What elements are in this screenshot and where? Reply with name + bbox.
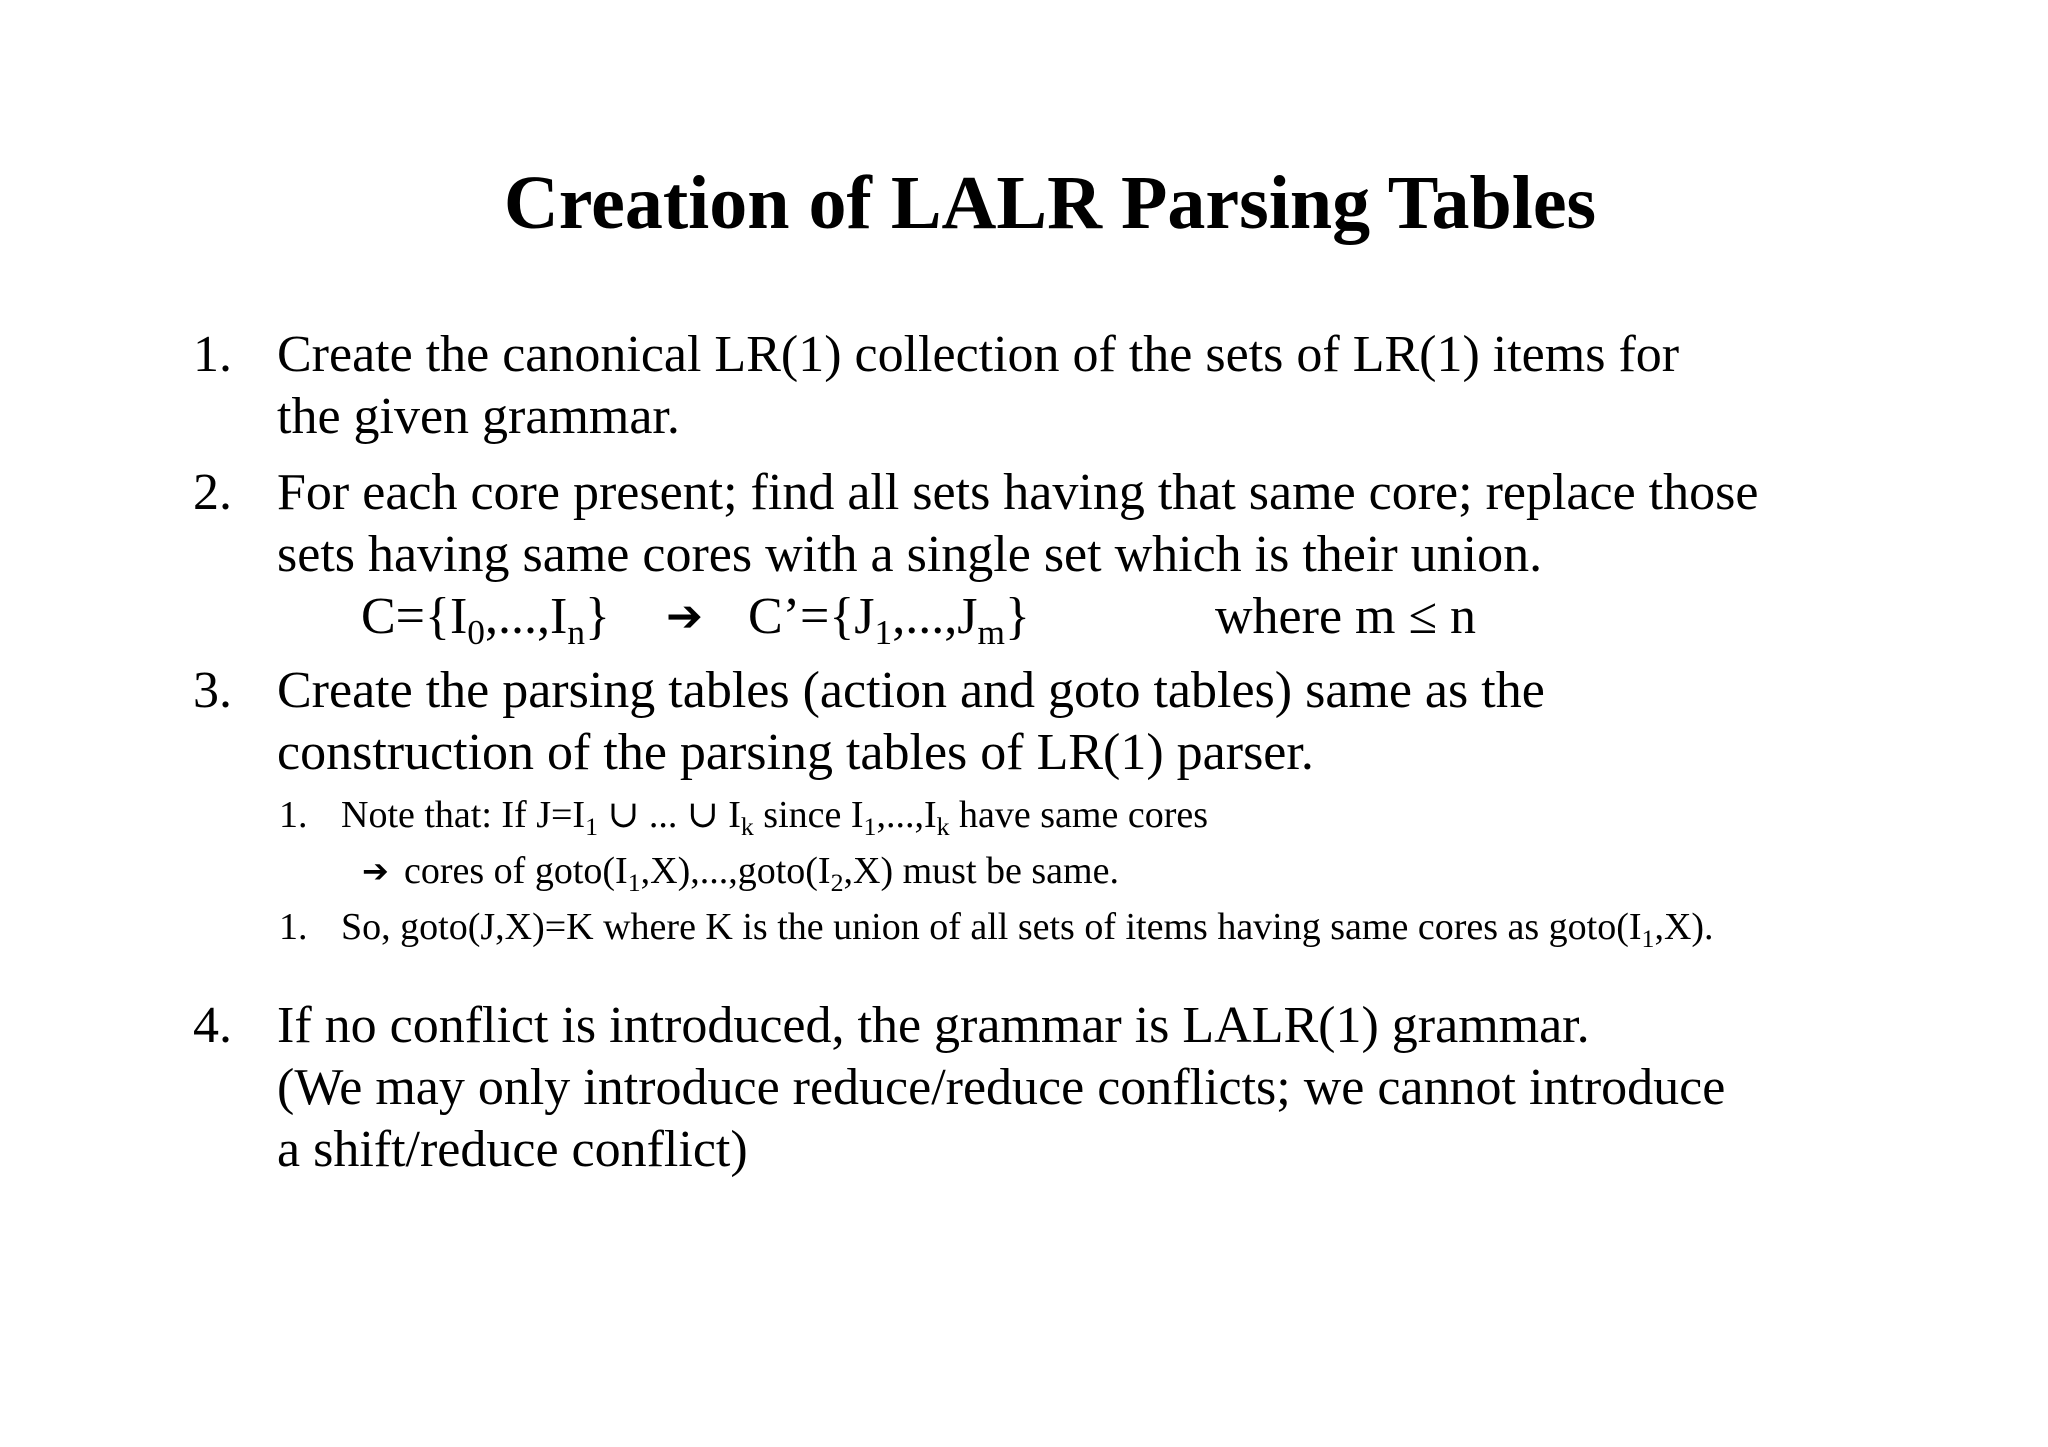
list-item-text-line: Create the canonical LR(1) collection of the sets of LR(1) items for [277, 326, 1680, 383]
list-item-text-line: sets having same cores with a single set which is their union. [277, 526, 1543, 583]
list-number: 2. [193, 464, 232, 521]
formula-condition: where m ≤ n [1215, 588, 1477, 645]
right-arrow-icon: ➔ [666, 591, 703, 642]
list-item-text-line: construction of the parsing tables of LR(1) parser. [277, 724, 1314, 781]
sublist-number: 1. [279, 906, 308, 948]
list-item-text-line: If no conflict is introduced, the grammar is LALR(1) grammar. [277, 997, 1590, 1054]
sublist-item-text: So, goto(J,X)=K where K is the union of all sets of items having same cores as $goto(I_1,X)$. [341, 906, 1714, 953]
sublist-item-text-continuation: cores of $goto(I_1,X),...,goto(I_2,X)$ must be same. [404, 850, 1119, 897]
list-item-text-line: the given grammar. [277, 388, 680, 445]
list-number: 4. [193, 997, 232, 1054]
slide-title: Creation of LALR Parsing Tables [503, 161, 1597, 245]
sublist-number: 1. [279, 794, 308, 836]
list-item-text-line: a shift/reduce conflict) [277, 1121, 748, 1178]
list-number: 1. [193, 326, 232, 383]
list-item-text-line: For each core present; find all sets having that same core; replace those [277, 464, 1759, 521]
merged-set-formula: $C’=\{J_1,...,J_m\}$ [748, 588, 1030, 652]
right-arrow-icon: ➔ [362, 852, 389, 890]
list-item-text-line: (We may only introduce reduce/reduce conflicts; we cannot introduce [277, 1059, 1726, 1116]
sublist-item-text: Note that: If $J=I_1$ ∪ ... ∪ $I_k$ since $I_1,...,I_k$ have same cores [341, 794, 1209, 841]
list-number: 3. [193, 662, 232, 719]
list-item-text-line: Create the parsing tables (action and goto tables) same as the [277, 662, 1545, 719]
set-merge-formula: $C=\{I_0,...,I_n\}$ [361, 588, 610, 652]
